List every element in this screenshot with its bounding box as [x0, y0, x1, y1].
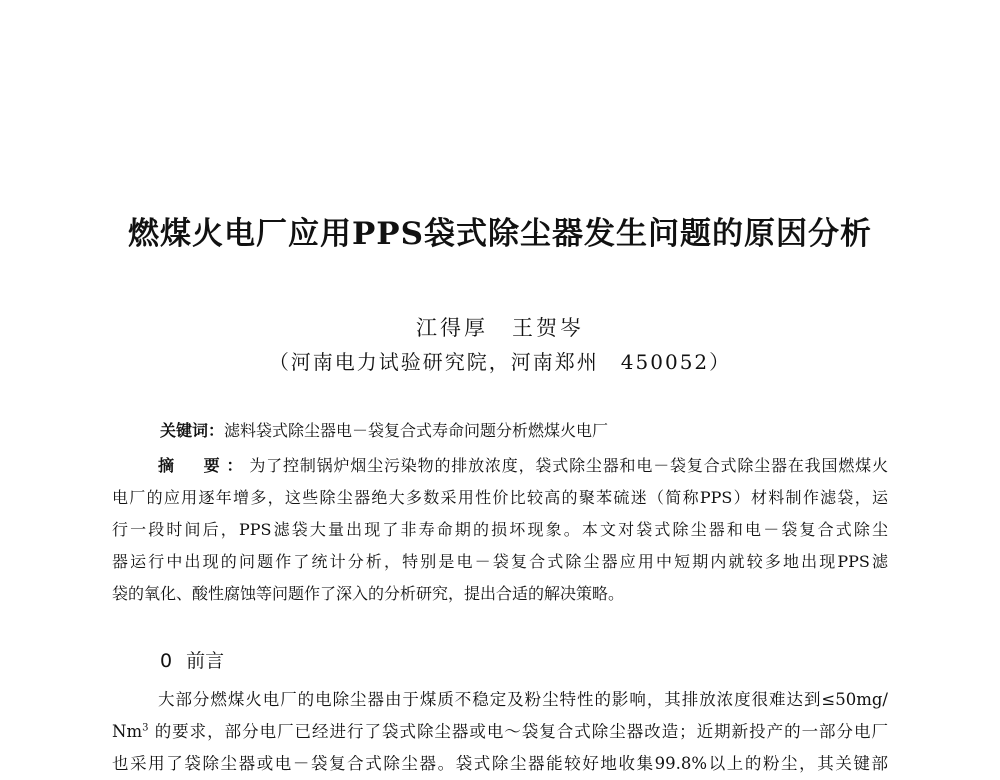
keywords-label: 关键词： — [160, 421, 225, 440]
body-line: 大部分燃煤火电厂的电除尘器由于煤质不稳定及粉尘特性的影响，其排放浓度很难达到≤50mg/ — [158, 690, 888, 709]
abstract-line: 电厂的应用逐年增多，这些除尘器绝大多数采用性价比较高的聚苯硫迷（简称PPS）材料制作滤袋，运 — [112, 488, 888, 507]
keywords-block — [160, 418, 890, 441]
abstract-block — [112, 450, 888, 610]
paper-affiliation: （河南电力试验研究院，河南郑州 450052） — [268, 350, 732, 374]
body-line-text: 的要求，部分电厂已经进行了袋式除尘器或电～袋复合式除尘器改造；近期新投产的一部分电厂 — [148, 722, 888, 741]
body-unit-superscript: 3 — [142, 722, 149, 734]
abstract-label: 摘 要： — [158, 456, 250, 475]
abstract-line: 行一段时间后，PPS滤袋大量出现了非寿命期的损坏现象。本文对袋式除尘器和电－袋复合式除尘 — [112, 520, 888, 539]
body-unit: Nm — [112, 722, 143, 741]
body-line: 也采用了袋除尘器或电－袋复合式除尘器。袋式除尘器能较好地收集99.8%以上的粉尘，其关键部 — [112, 754, 888, 773]
paper-authors: 江得厚 王贺岑 — [416, 316, 584, 340]
abstract-line-text: 为了控制锅炉烟尘污染物的排放浓度，袋式除尘器和电－袋复合式除尘器在我国燃煤火 — [249, 456, 888, 475]
section-title: 前言 — [186, 650, 225, 672]
section-number: 0 — [160, 650, 173, 672]
abstract-line: 器运行中出现的问题作了统计分析，特别是电－袋复合式除尘器应用中短期内就较多地出现PPS滤 — [112, 552, 888, 571]
body-line — [112, 716, 888, 748]
keywords-text: 滤料袋式除尘器电－袋复合式寿命问题分析燃煤火电厂 — [224, 421, 609, 440]
abstract-line: 袋的氧化、酸性腐蚀等问题作了深入的分析研究，提出合适的解决策略。 — [112, 584, 625, 603]
abstract-line — [112, 450, 888, 482]
body-paragraph — [112, 684, 888, 780]
section-heading — [160, 646, 224, 673]
paper-title: 燃煤火电厂应用PPS袋式除尘器发生问题的原因分析 — [127, 216, 872, 252]
